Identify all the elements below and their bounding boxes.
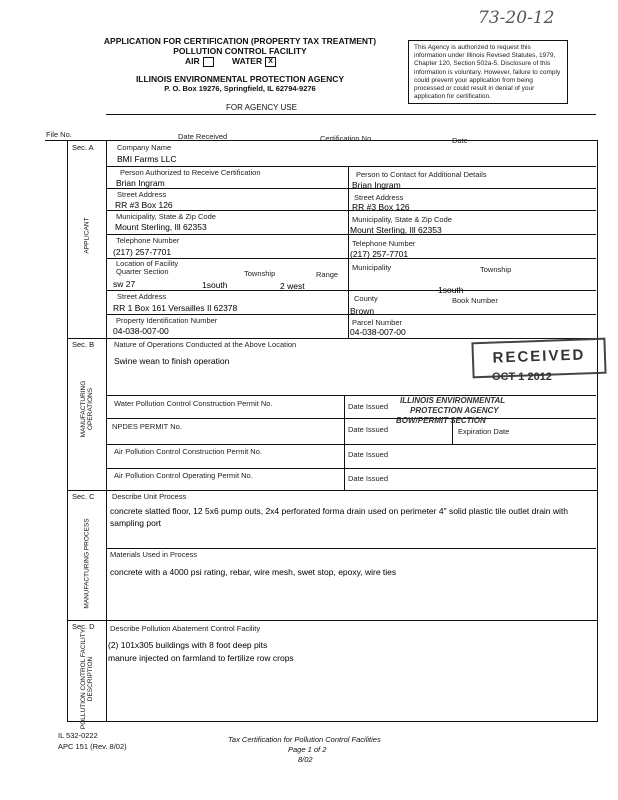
date-issued-4: Date Issued	[348, 474, 389, 483]
sec-d-side-label: POLLUTION CONTROL FACILITY DESCRIPTION	[80, 628, 94, 730]
expiration-label: Expiration Date	[458, 427, 510, 436]
form-title: APPLICATION FOR CERTIFICATION (PROPERTY TAX TREATMENT)	[103, 36, 377, 46]
date-issued-3: Date Issued	[348, 450, 389, 459]
sec-a-tag: Sec. A	[72, 143, 94, 152]
air-label: AIR	[185, 56, 200, 66]
agency-stamp-2: PROTECTION AGENCY	[410, 406, 499, 415]
agency-stamp-3: BOW/PERMIT SECTION	[396, 416, 486, 425]
water-label: WATER	[232, 56, 263, 66]
sec-b-tag: Sec. B	[72, 340, 95, 349]
quarter-value[interactable]: sw 27	[113, 279, 136, 289]
phone2-value[interactable]: (217) 257-7701	[350, 249, 409, 259]
parcel-label: Parcel Number	[352, 318, 403, 327]
city2-label: Municipality, State & Zip Code	[352, 215, 452, 224]
agency-stamp-1: ILLINOIS ENVIRONMENTAL	[400, 396, 506, 405]
prop-id-value[interactable]: 04-038-007-00	[113, 326, 169, 336]
facility-desc-label: Describe Pollution Abatement Control Facility	[110, 624, 261, 633]
npdes-label: NPDES PERMIT No.	[112, 422, 182, 431]
street2-value[interactable]: RR #3 Box 126	[352, 202, 410, 212]
agency-address: P. O. Box 19276, Springfield, IL 62794-9276	[164, 84, 316, 93]
person-contact-label: Person to Contact for Additional Details	[356, 170, 487, 179]
quarter-label: Quarter Section	[116, 267, 169, 276]
nature-label: Nature of Operations Conducted at the Above Location	[114, 340, 297, 349]
city-value[interactable]: Mount Sterling, Ill 62353	[115, 222, 207, 232]
company-name-value[interactable]: BMI Farms LLC	[117, 154, 177, 164]
parcel-value[interactable]: 04-038-007-00	[350, 327, 406, 337]
street-label: Street Address	[117, 190, 167, 199]
range-label: Range	[316, 270, 339, 279]
privacy-notice: This Agency is authorized to request this information under Illinois Revised Statutes, 1979, Chapter 120, Section 502a-5. Disclosure of this information is voluntary. However, failure to comply could prevent your application from being processed or could result in denial of your application for certification.	[408, 40, 568, 104]
sec-d-tag: Sec. D	[72, 622, 95, 631]
apc-operating-label: Air Pollution Control Operating Permit No.	[114, 471, 253, 480]
street2-label: Street Address	[354, 193, 404, 202]
form-subtitle: POLLUTION CONTROL FACILITY	[173, 46, 307, 56]
date-issued-2: Date Issued	[348, 425, 389, 434]
facility-desc-line1[interactable]: (2) 101x305 buildings with 8 foot deep pits	[108, 640, 268, 650]
county-label: County	[354, 294, 378, 303]
city2-value[interactable]: Mount Sterling, Ill 62353	[350, 225, 442, 235]
apc-construction-label: Air Pollution Control Construction Permit No.	[114, 447, 262, 456]
footer-page: Page 1 of 2	[288, 745, 327, 754]
received-date-stamp: OCT 1 2012	[492, 371, 552, 383]
materials-label: Materials Used in Process	[110, 550, 198, 559]
township-label: Township	[244, 269, 276, 278]
date-received-label: Date Received	[178, 132, 228, 141]
agency-use-title: FOR AGENCY USE	[226, 103, 297, 112]
air-checkbox[interactable]	[203, 57, 214, 67]
prop-id-label: Property Identification Number	[116, 316, 218, 325]
process-label: Describe Unit Process	[112, 492, 187, 501]
process-value[interactable]: concrete slatted floor, 12 5x6 pump outs, 2x4 perforated forma drain used on perimeter 4" solid plastic tile outlet drain with sampling port	[110, 506, 569, 528]
township-value[interactable]: 1south	[202, 280, 228, 290]
received-stamp: RECEIVED	[471, 338, 606, 379]
facility-street-value[interactable]: RR 1 Box 161 Versailles Il 62378	[113, 303, 238, 313]
form-number: IL 532-0222	[58, 731, 98, 740]
nature-value[interactable]: Swine wean to finish operation	[114, 356, 230, 366]
phone-label: Telephone Number	[116, 236, 180, 245]
sec-a-side-label: APPLICANT	[83, 217, 91, 254]
footer-title: Tax Certification for Pollution Control Facilities	[228, 735, 381, 744]
sec-b-side-label: MANUFACTURING OPERATIONS	[80, 380, 94, 438]
sec-c-side-label: MANUFACTURING PROCESS	[83, 518, 91, 609]
materials-value[interactable]: concrete with a 4000 psi rating, rebar, wire mesh, swet stop, epoxy, wire ties	[110, 567, 397, 577]
facility-street-label: Street Address	[117, 292, 167, 301]
range-value[interactable]: 2 west	[280, 281, 305, 291]
city-label: Municipality, State & Zip Code	[116, 212, 216, 221]
person-auth-label: Person Authorized to Receive Certification	[120, 168, 261, 177]
air-water-row	[185, 56, 276, 67]
facility-desc-line2[interactable]: manure injected on farmland to fertilize row crops	[108, 653, 294, 663]
footer-date: 8/02	[298, 755, 313, 764]
certification-no-label: Certification No.	[320, 134, 374, 143]
company-name-label: Company Name	[117, 143, 172, 152]
person-contact-value[interactable]: Brian Ingram	[352, 180, 401, 190]
date-label: Date	[452, 136, 468, 145]
handwritten-note: 73-20-12	[478, 8, 555, 28]
county-value[interactable]: Brown	[350, 306, 375, 316]
phone2-label: Telephone Number	[352, 239, 416, 248]
apc-number: APC 151 (Rev. 8/02)	[58, 742, 127, 751]
street-value[interactable]: RR #3 Box 126	[115, 200, 173, 210]
location-label: Location of Facility	[116, 259, 179, 268]
municipality-label: Municipality	[352, 263, 392, 272]
agency-name: ILLINOIS ENVIRONMENTAL PROTECTION AGENCY	[135, 74, 345, 84]
township2-label: Township	[480, 265, 512, 274]
book-label: Book Number	[452, 296, 498, 305]
phone-value[interactable]: (217) 257-7701	[113, 247, 172, 257]
person-auth-value[interactable]: Brian Ingram	[116, 178, 165, 188]
township2-value[interactable]: 1south	[438, 285, 464, 295]
sec-c-tag: Sec. C	[72, 492, 95, 501]
wpc-construction-label: Water Pollution Control Construction Permit No.	[114, 399, 273, 408]
file-no-label: File No.	[46, 130, 72, 139]
date-issued-1: Date Issued	[348, 402, 389, 411]
water-checkbox[interactable]: X	[265, 57, 276, 67]
